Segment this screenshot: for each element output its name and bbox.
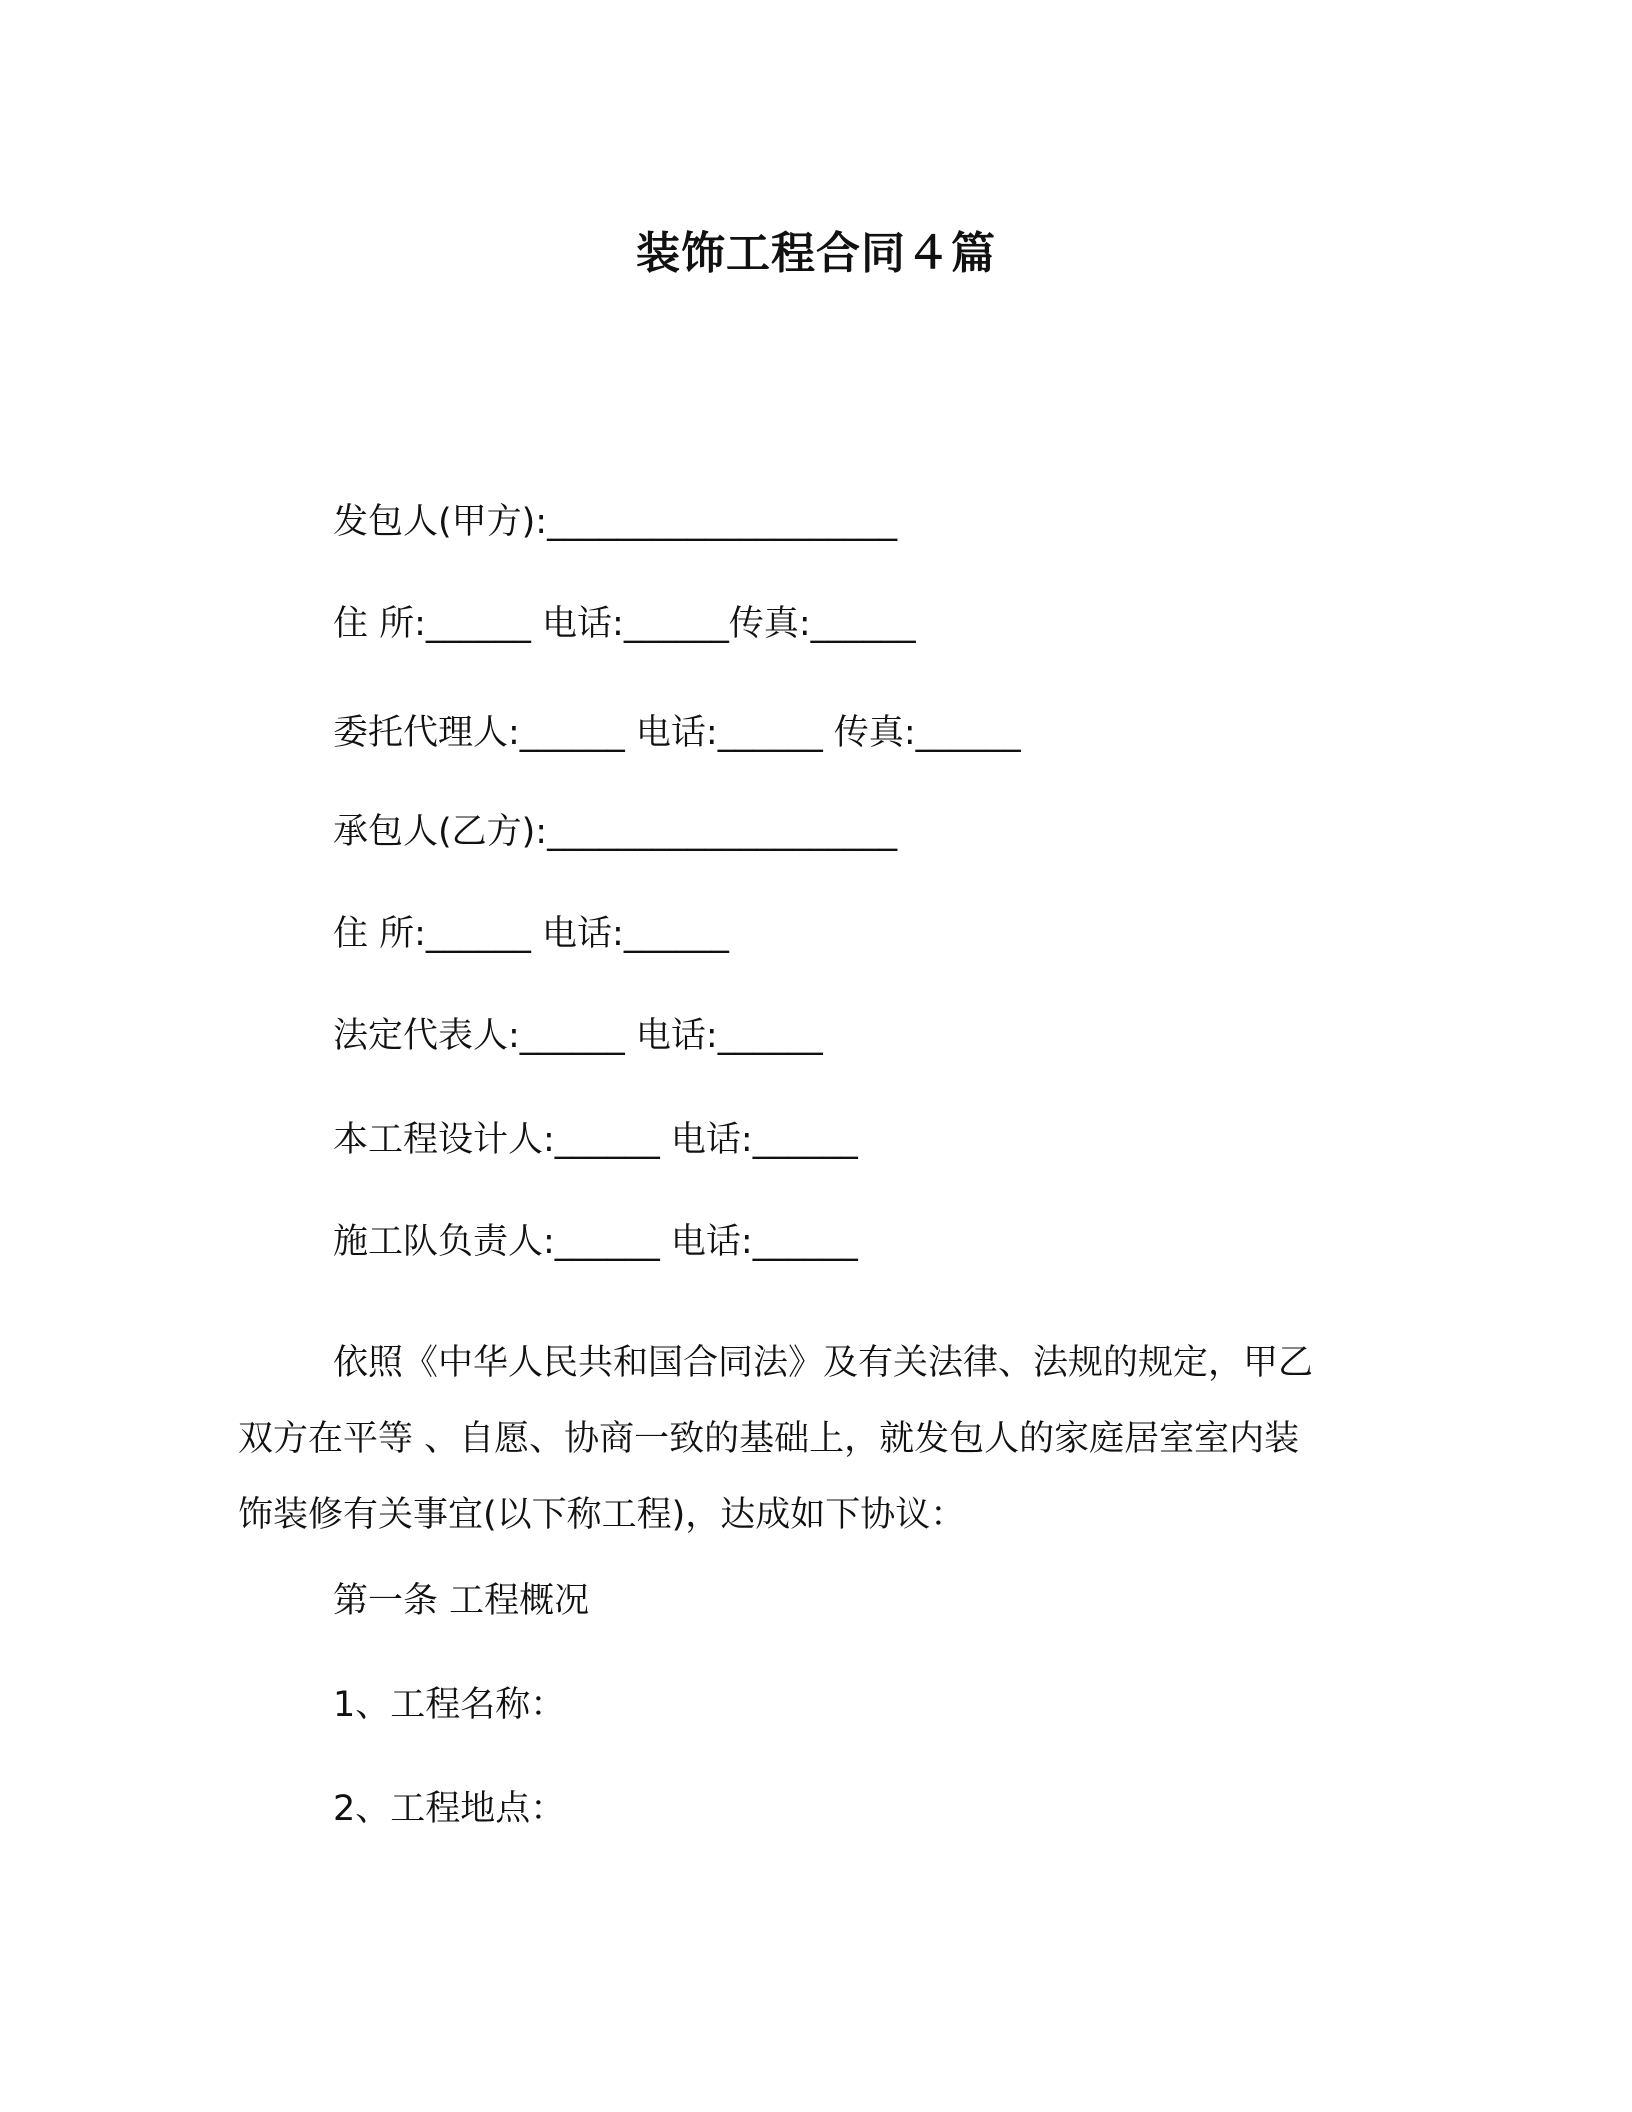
preamble-line: 双方在平等 、自愿、协商一致的基础上，就发包人的家庭居室室内装 (238, 1419, 1300, 1459)
preamble-line: 饰装修有关事宜(以下称工程)，达成如下协议： (238, 1495, 966, 1535)
article-item-project-location: 2、工程地点： (333, 1789, 566, 1829)
article-item-project-name: 1、工程名称： (333, 1685, 566, 1725)
preamble-paragraph (238, 1325, 1398, 1553)
preamble-line: 依照《中华人民共和国合同法》及有关法律、法规的规定，甲乙 (333, 1343, 1314, 1383)
field-party-a-agent: 委托代理人:______ 电话:______ 传真:______ (333, 713, 1021, 753)
field-designer: 本工程设计人:______ 电话:______ (333, 1120, 858, 1160)
document-title: 装饰工程合同４篇 (636, 228, 996, 279)
field-party-b: 承包人(乙方):____________________ (333, 812, 898, 852)
field-party-b-address: 住 所:______ 电话:______ (333, 914, 729, 954)
field-party-a: 发包人(甲方):____________________ (333, 502, 898, 542)
article-heading: 第一条 工程概况 (333, 1581, 590, 1621)
field-construction-leader: 施工队负责人:______ 电话:______ (333, 1222, 858, 1262)
field-legal-representative: 法定代表人:______ 电话:______ (333, 1016, 823, 1056)
field-party-a-address: 住 所:______ 电话:______传真:______ (333, 604, 916, 644)
